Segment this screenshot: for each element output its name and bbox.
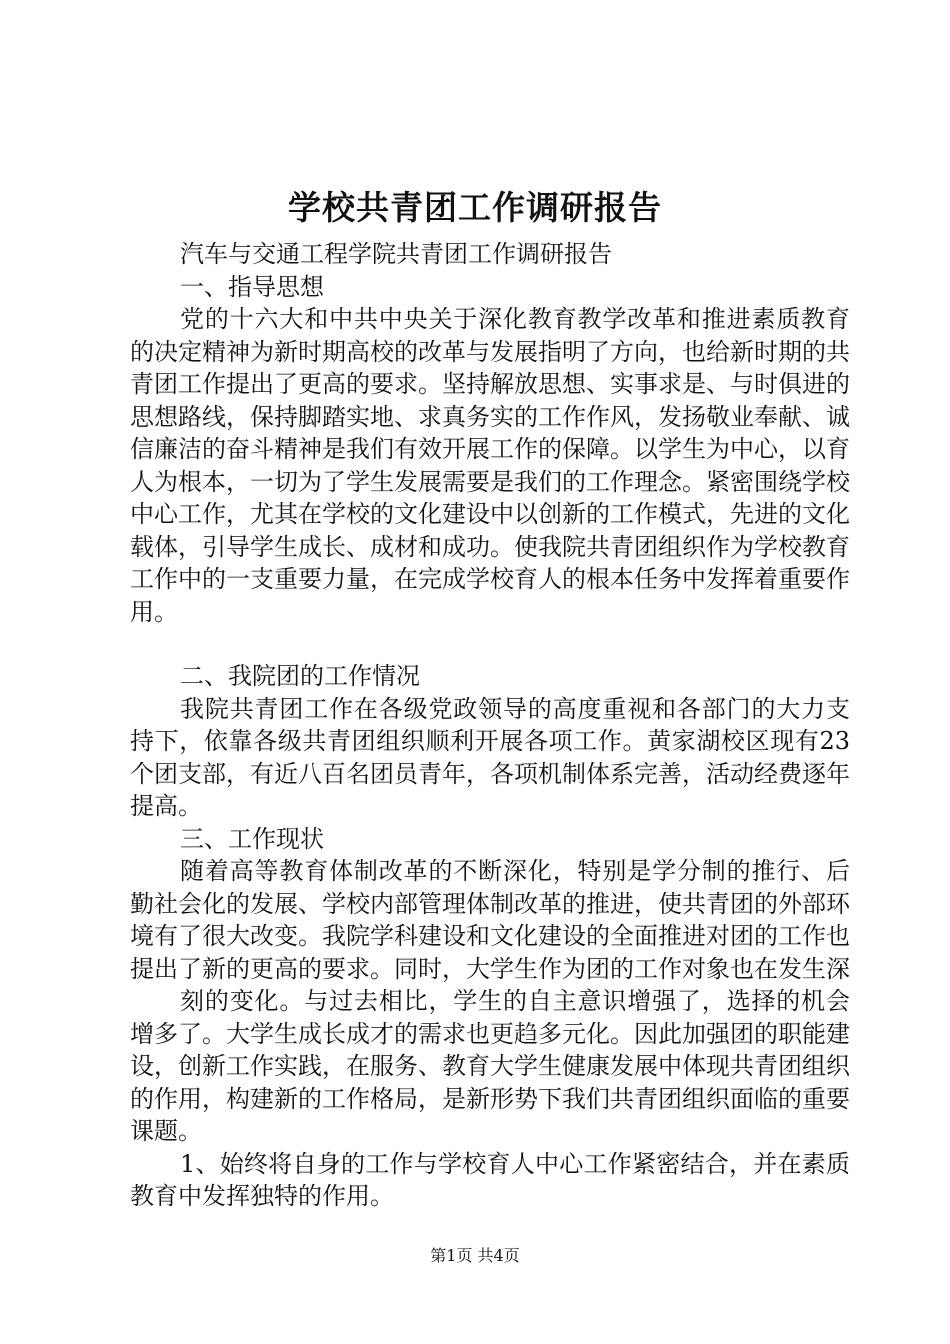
section-heading-1: 一、指导思想 xyxy=(180,272,324,301)
body-paragraph: 随着高等教育体制改革的不断深化，特别是学分制的推行、后勤社会化的发展、学校内部管理体制改革的推进，使共青团的外部环境有了很大改变。我院学科建设和文化建设的全面推进对团的工作也提出了新的更高的要求。同时，大学生作为团的工作对象也在发生深 xyxy=(130,857,850,983)
body-paragraph: 党的十六大和中共中央关于深化教育教学改革和推进素质教育的决定精神为新时期高校的改革与发展指明了方向，也给新时期的共青团工作提出了更高的要求。坚持解放思想、实事求是、与时俱进的思想路线，保持脚踏实地、求真务实的工作作风，发扬敬业奉献、诚信廉洁的奋斗精神是我们有效开展工作的保障。以学生为中心，以育人为根本，一切为了学生发展需要是我们的工作理念。紧密围绕学校中心工作，尤其在学校的文化建设中以创新的工作模式，先进的文化载体，引导学生成长、成材和成功。使我院共青团组织作为学校教育工作中的一支重要力量，在完成学校育人的根本任务中发挥着重要作用。 xyxy=(130,305,850,626)
body-paragraph: 我院共青团工作在各级党政领导的高度重视和各部门的大力支持下，依靠各级共青团组织顺利开展各项工作。黄家湖校区现有23个团支部，有近八百名团员青年，各项机制体系完善，活动经费逐年提高。 xyxy=(130,694,850,820)
section-heading-3: 三、工作现状 xyxy=(180,824,324,853)
document-title: 学校共青团工作调研报告 xyxy=(288,188,662,227)
document-body xyxy=(130,238,850,1213)
body-paragraph: 刻的变化。与过去相比，学生的自主意识增强了，选择的机会增多了。大学生成长成才的需求也更趋多元化。因此加强团的职能建设，创新工作实践，在服务、教育大学生健康发展中体现共青团组织的作用，构建新的工作格局，是新形势下我们共青团组织面临的重要课题。 xyxy=(130,987,850,1145)
section-heading-2: 二、我院团的工作情况 xyxy=(180,662,420,690)
subtitle-paragraph: 汽车与交通工程学院共青团工作调研报告 xyxy=(180,240,612,268)
body-paragraph: 1、始终将自身的工作与学校育人中心工作紧密结合，并在素质教育中发挥独特的作用。 xyxy=(130,1149,850,1210)
page-footer: 第1页 共4页 xyxy=(430,1246,520,1265)
